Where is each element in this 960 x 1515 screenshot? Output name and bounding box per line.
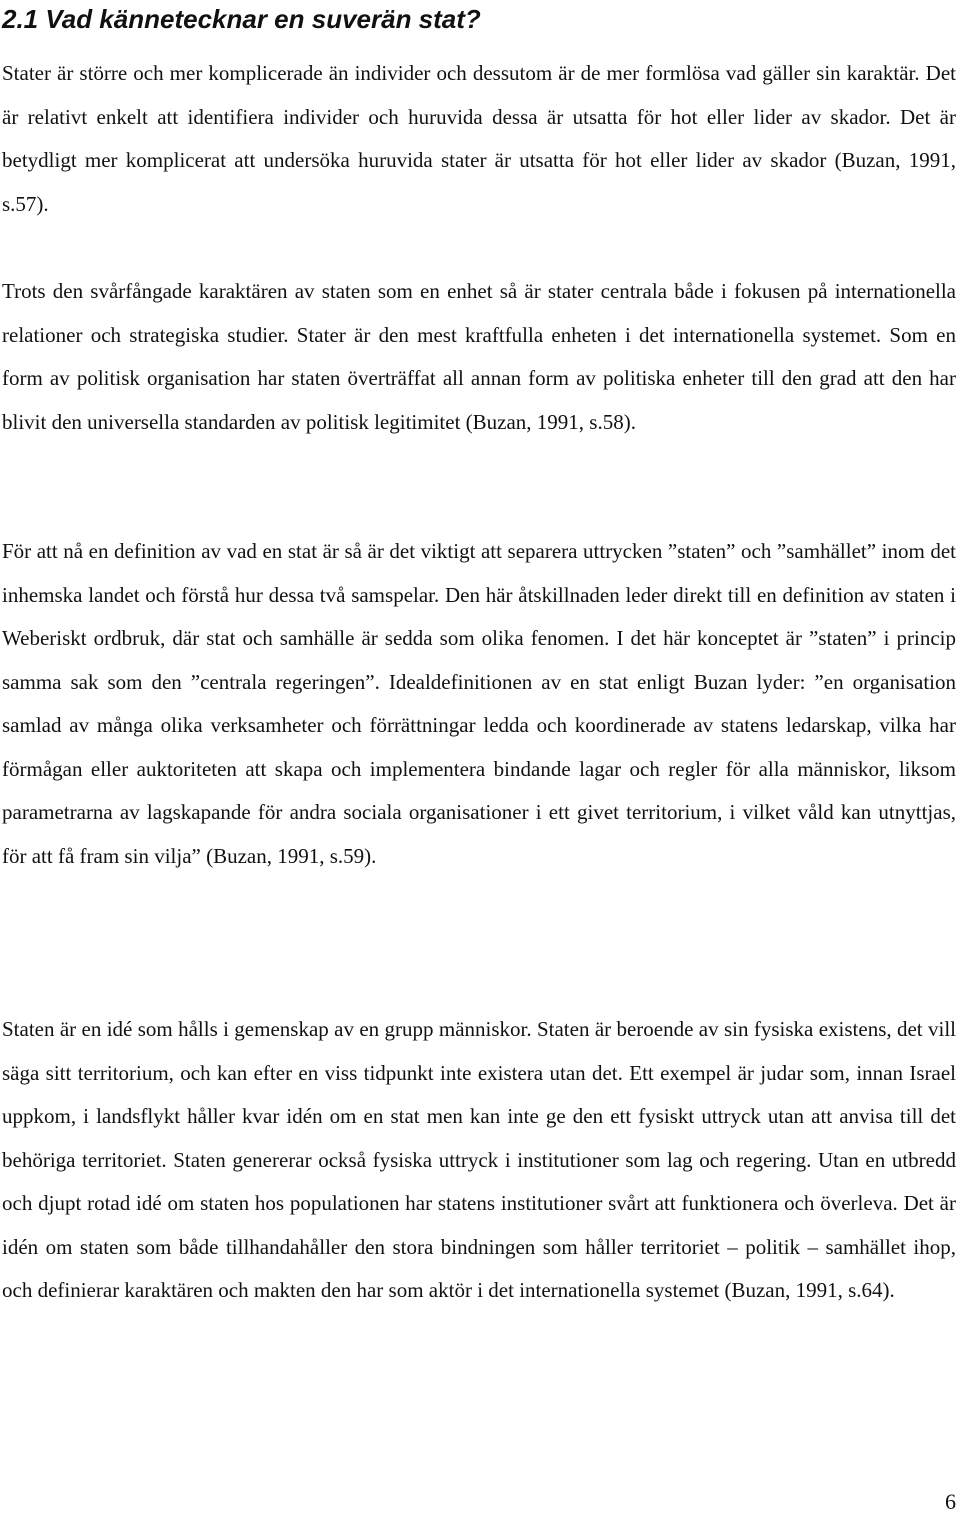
paragraph-3: För att nå en definition av vad en stat är så är det viktigt att separera uttrycken ”staten” och ”samhället” inom det inhemska landet och förstå hur dessa två samspelar. Den här åtskillnaden leder direkt till en definition av staten i Weberiskt ordbruk, där stat och samhälle är sedda som olika fenomen. I det här konceptet är ”staten” i princip samma sak som den ”centrala regeringen”. Idealdefinitionen av en stat enligt Buzan lyder: ”en organisation samlad av många olika verksamheter och förrättningar ledda och koordinerade av statens ledarskap, vilka har förmågan eller auktoriteten att skapa och implementera bindande lagar och regler för alla människor, liksom parametrarna av lagskapande för andra sociala organisationer i ett givet territorium, i vilket våld kan utnyttjas, för att få fram sin vilja” (Buzan, 1991, s.59). — [2, 539, 956, 868]
paragraph-2: Trots den svårfångade karaktären av staten som en enhet så är stater centrala både i fokusen på internationella relationer och strategiska studier. Stater är den mest kraftfulla enheten i det internationella systemet. Som en form av politisk organisation har staten överträffat all annan form av politiska enheter till den grad att den har blivit den universella standarden av politisk legitimitet (Buzan, 1991, s.58). — [2, 279, 956, 434]
section-heading: 2.1 Vad kännetecknar en suverän stat? — [2, 4, 481, 34]
page-number: 6 — [945, 1489, 956, 1514]
paragraph-4: Staten är en idé som hålls i gemenskap av en grupp människor. Staten är beroende av sin fysiska existens, det vill säga sitt territorium, och kan efter en viss tidpunkt inte existera utan det. Ett exempel är judar som, innan Israel uppkom, i landsflykt håller kvar idén om en stat men kan inte ge den ett fysiskt uttryck utan att anvisa till det behöriga territoriet. Staten genererar också fysiska uttryck i institutioner som lag och regering. Utan en utbredd och djupt rotad idé om staten hos populationen har statens institutioner svårt att funktionera och överleva. Det är idén om staten som både tillhandahåller den stora bindningen som håller territoriet – politik – samhället ihop, och definierar karaktären och makten den har som aktör i det internationella systemet (Buzan, 1991, s.64). — [2, 1017, 956, 1302]
paragraph-1: Stater är större och mer komplicerade än individer och dessutom är de mer formlösa vad gäller sin karaktär. Det är relativt enkelt att identifiera individer och huruvida dessa är utsatta för hot eller lider av skador. Det är betydligt mer komplicerat att undersöka huruvida stater är utsatta för hot eller lider av skador (Buzan, 1991, s.57). — [2, 61, 956, 216]
